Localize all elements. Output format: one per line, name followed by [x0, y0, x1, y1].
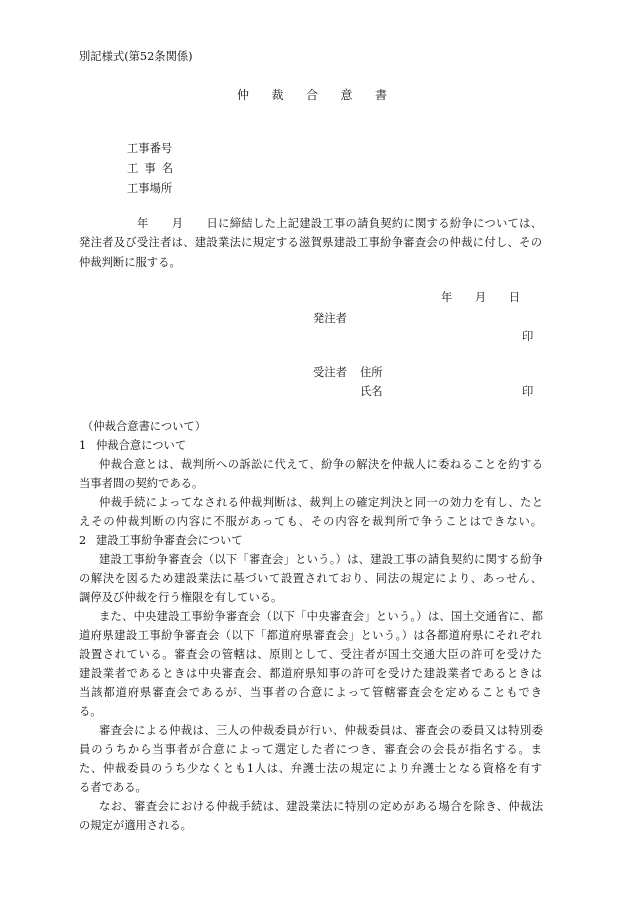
agreement-line: 年 月 日に締結した上記建設工事の請負契約に関する紛争については、 — [137, 217, 542, 230]
note-line: えその仲裁判断の内容に不服があっても、その内容を裁判所で争うことはできない。 — [79, 515, 542, 528]
note-line: 道府県建設工事紛争審査会（以下「都道府県審査会」という。）は各都道府県にそれぞれ — [79, 629, 542, 642]
signature-date: 年 月 日 — [441, 291, 521, 304]
note-line: 員のうちから当事者が合意によって選定した者につき、審査会の会長が指名する。ま — [79, 743, 542, 756]
project-name-label: 工 事 名 — [127, 162, 173, 175]
note-line: の規定が適用される。 — [79, 819, 192, 832]
note-line: 当該都道府県審査会であるが、当事者の合意によって管轄審査会を定めることもでき — [79, 686, 542, 699]
agreement-line: 発注者及び受注者は、建設業法に規定する滋賀県建設工事紛争審査会の仲裁に付し、その — [79, 236, 542, 249]
contractor-address-label: 住所 — [360, 366, 383, 379]
note-line: 仲裁手続によってなされる仲裁判断は、裁判上の確定判決と同一の効力を有し、たと — [99, 496, 543, 509]
section-number: 1 — [79, 439, 87, 452]
note-line: 当事者間の契約である。 — [79, 477, 204, 490]
project-number-label: 工事番号 — [127, 142, 173, 155]
notes-heading: （仲裁合意書について） — [82, 420, 207, 433]
contractor-name-label: 氏名 — [360, 385, 383, 398]
section-title: 建設工事紛争審査会について — [96, 534, 243, 547]
note-line: の解決を図るため建設業法に基づいて設置されており、同法の規定により、あっせん、 — [79, 572, 542, 585]
project-location-label: 工事場所 — [127, 182, 173, 195]
note-line: 建設工事紛争審査会（以下「審査会」という。）は、建設工事の請負契約に関する紛争 — [99, 553, 543, 566]
note-line: 建設業者であるときは中央審査会、都道府県知事の許可を受けた建設業者であるときは — [79, 667, 542, 680]
note-line: る。 — [79, 705, 102, 718]
orderer-label: 発注者 — [313, 312, 347, 325]
note-line: 調停及び仲裁を行う権限を有している。 — [79, 591, 283, 604]
orderer-seal: 印 — [522, 330, 534, 343]
note-line: 仲裁合意とは、裁判所への訴訟に代えて、紛争の解決を仲裁人に委ねることを約する — [99, 458, 543, 471]
contractor-seal: 印 — [522, 385, 534, 398]
note-line: 設置されている。審査会の管轄は、原則として、受注者が国土交通大臣の許可を受けた — [79, 648, 542, 661]
section-number: 2 — [79, 534, 87, 547]
note-line: なお、審査会における仲裁手続は、建設業法に特別の定めがある場合を除き、仲裁法 — [99, 800, 543, 813]
document-title: 仲裁合意書 — [237, 88, 410, 102]
note-line: また、中央建設工事紛争審査会（以下「中央審査会」という。）は、国土交通省に、都 — [99, 610, 543, 623]
contractor-label: 受注者 — [313, 366, 347, 379]
note-line: る者である。 — [79, 781, 147, 794]
section-title: 仲裁合意について — [96, 439, 187, 452]
note-line: た、仲裁委員のうち少なくとも1人は、弁護士法の規定により弁護士となる資格を有す — [79, 762, 542, 775]
form-reference: 別記様式(第52条関係) — [79, 50, 193, 63]
note-line: 審査会による仲裁は、三人の仲裁委員が行い、仲裁委員は、審査会の委員又は特別委 — [99, 724, 543, 737]
agreement-line: 仲裁判断に服する。 — [79, 256, 181, 269]
